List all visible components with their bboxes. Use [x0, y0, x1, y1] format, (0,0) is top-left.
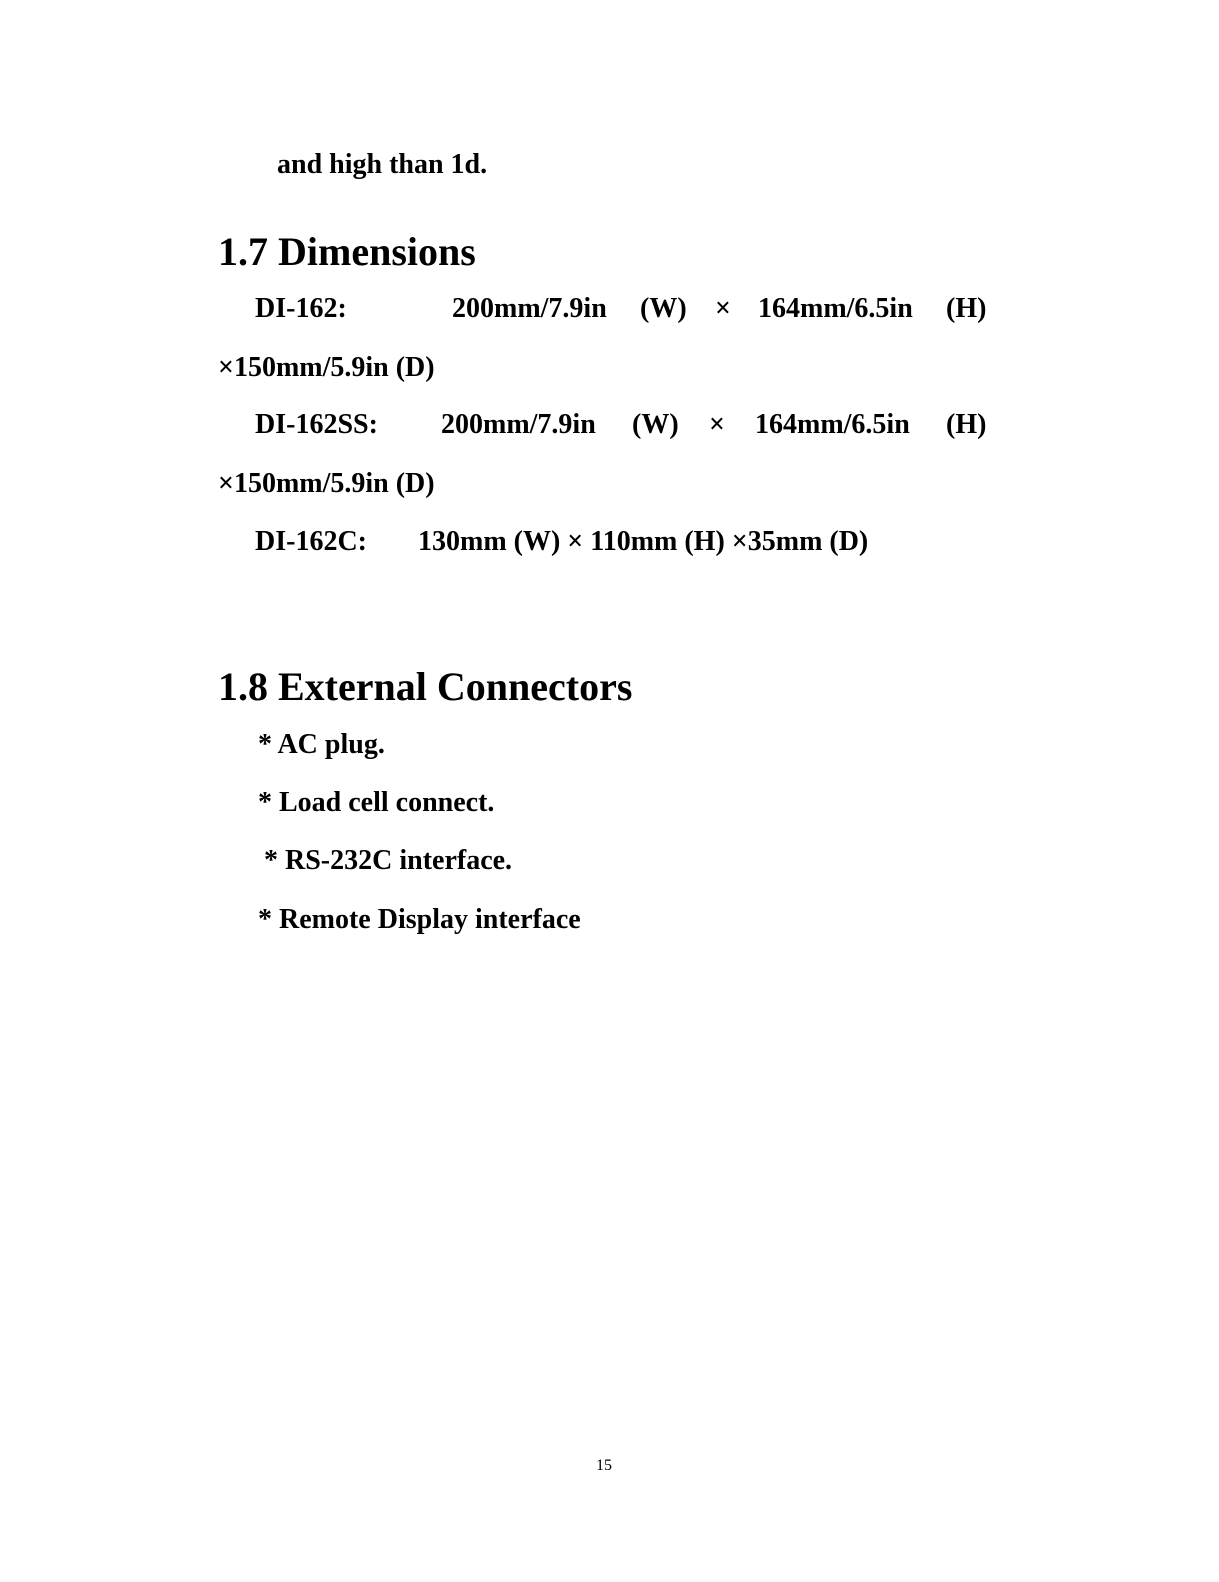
page-number: 15 [596, 1457, 612, 1474]
depth-line-di162: ×150mm/5.9in (D) [218, 352, 435, 383]
depth-line-di162ss: ×150mm/5.9in (D) [218, 468, 435, 499]
connector-item: * Remote Display interface [258, 904, 581, 935]
width-value: 200mm/7.9in [452, 293, 607, 324]
height-unit: (H) [946, 293, 987, 324]
connector-item: * RS-232C interface. [264, 845, 513, 876]
dimension-row-di162 [0, 295, 1219, 325]
width-unit: (W) [632, 409, 679, 440]
height-value: 164mm/6.5in [755, 409, 910, 440]
model-name: DI-162C: [255, 526, 367, 557]
section-heading-connectors: 1.8 External Connectors [218, 664, 633, 709]
times-symbol: × [709, 409, 725, 440]
height-unit: (H) [946, 409, 987, 440]
times-symbol: × [715, 293, 731, 324]
section-heading-dimensions: 1.7 Dimensions [218, 229, 476, 274]
width-unit: (W) [640, 293, 687, 324]
connector-item: * Load cell connect. [258, 787, 495, 818]
model-name: DI-162: [255, 293, 347, 324]
continuation-text: and high than 1d. [277, 149, 488, 180]
width-value: 200mm/7.9in [441, 409, 596, 440]
dimension-row-di162ss [0, 411, 1219, 441]
connector-item: * AC plug. [258, 729, 385, 760]
dimension-row-di162c [0, 528, 1219, 558]
dimension-spec: 130mm (W) × 110mm (H) ×35mm (D) [418, 526, 869, 557]
model-name: DI-162SS: [255, 409, 378, 440]
height-value: 164mm/6.5in [758, 293, 913, 324]
